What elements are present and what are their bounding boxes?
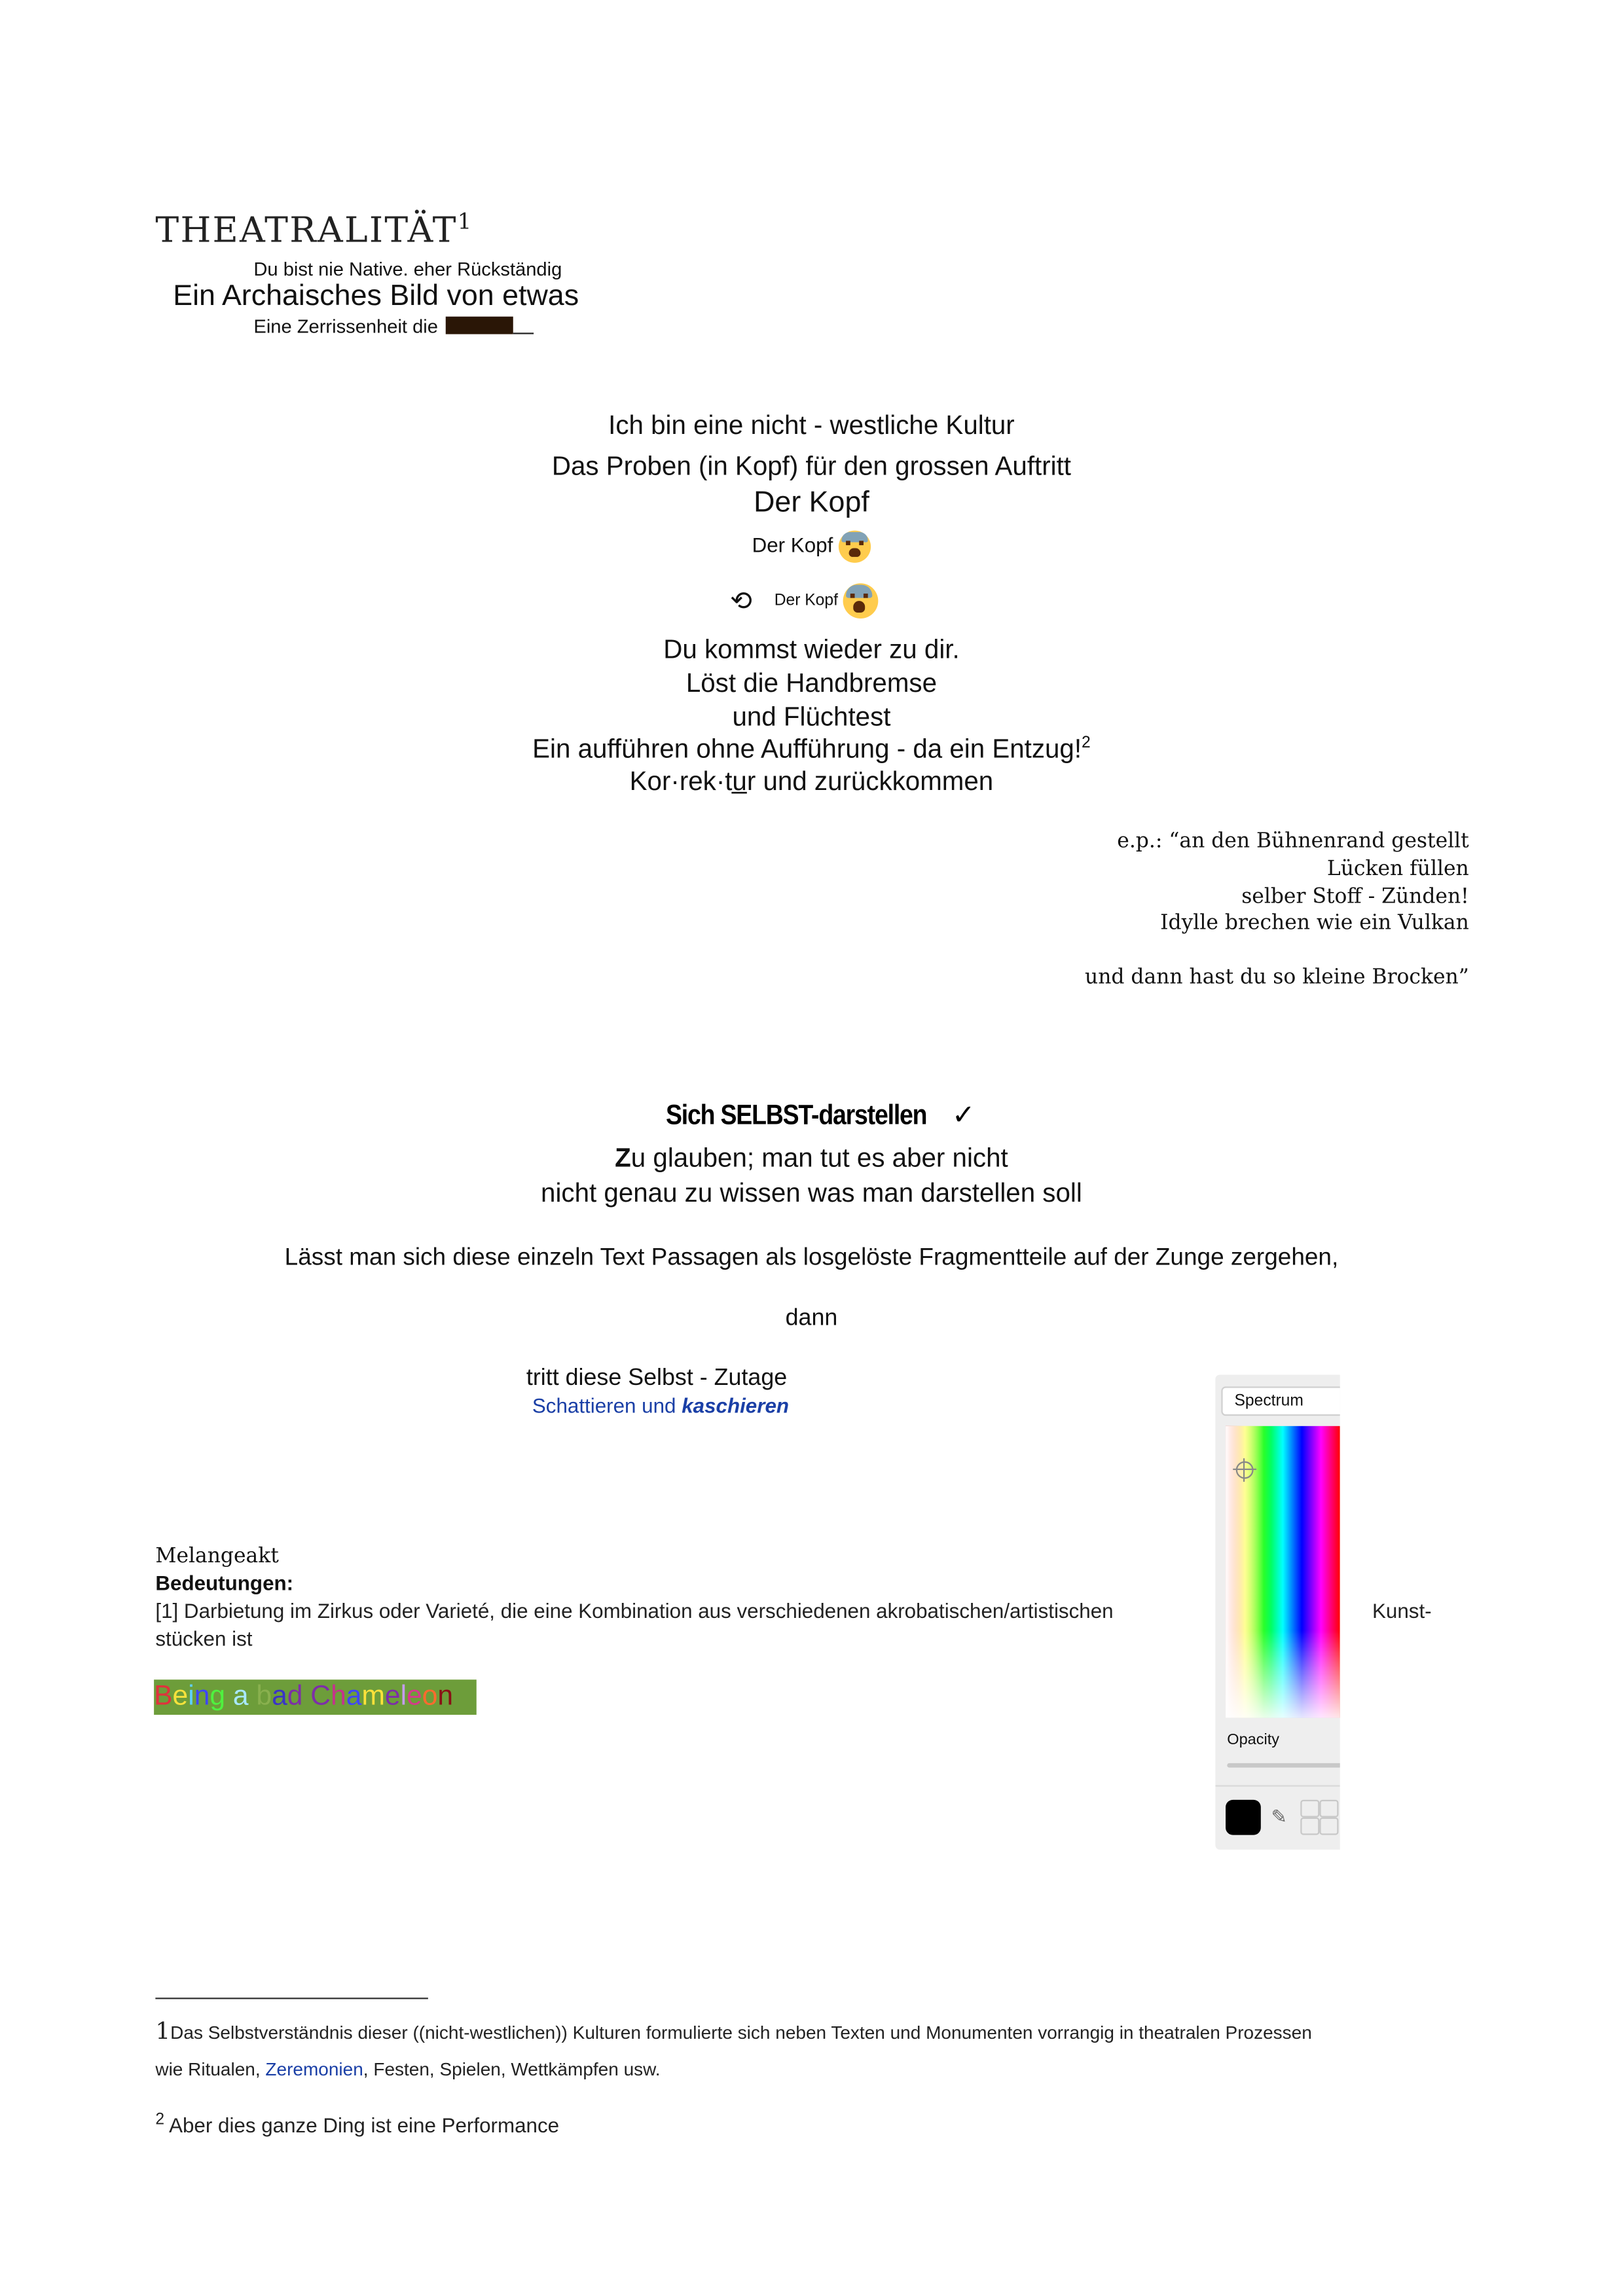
footnote-ref-2[interactable]: 2 [1082, 734, 1091, 752]
header-line-1: Du bist nie Native. eher Rückständig [253, 258, 562, 280]
section-line-6-text: Schattieren und [532, 1393, 682, 1418]
chameleon-letter: e [172, 1681, 189, 1712]
section-line-2: nicht genau zu wissen was man darstellen soll [541, 1178, 1082, 1208]
page-title-text: THEATRALITÄT [155, 209, 458, 251]
center-line-5-text: Der Kopf [774, 592, 838, 610]
spectrum-crosshair-icon[interactable] [1236, 1462, 1254, 1479]
footnote-1-text: Das Selbstverständnis dieser ((nicht-westlichen)) Kulturen formulierte sich neben Texten und Monumenten vorrangig in theatralen Prozessen [170, 2022, 1312, 2043]
footnote-1-mark: 1 [155, 2017, 171, 2045]
chameleon-letter: e [384, 1681, 401, 1712]
chameleon-letter: a [272, 1681, 287, 1712]
undo-arrow-icon: ⟲ [730, 585, 752, 615]
anxious-face-icon [839, 531, 871, 563]
section-line-6-emphasis: kaschieren [682, 1393, 790, 1418]
chameleon-letter: d [287, 1681, 303, 1712]
section-line-1-text: u glauben; man tut es aber nicht [630, 1143, 1008, 1173]
eyedropper-icon[interactable]: ✎ [1271, 1805, 1287, 1828]
chameleon-letter: m [361, 1681, 385, 1712]
chameleon-letter: l [400, 1681, 407, 1712]
center-line-10: Kor·rek·tu̲r und zurückkommen [629, 766, 994, 796]
center-line-6: Du kommst wieder zu dir. [663, 634, 960, 664]
picker-mode-select[interactable] [1221, 1386, 1340, 1416]
center-line-2: Das Proben (in Kopf) für den grossen Auftritt [551, 451, 1072, 481]
definition-word: Melangeakt [155, 1545, 279, 1569]
redacted-block [447, 317, 514, 334]
definition-text-hyphen: Kunst- [1372, 1599, 1432, 1623]
center-line-9-text: Ein aufführen ohne Aufführung - da ein Entzug! [532, 734, 1082, 764]
picker-mode-label: Spectrum [1234, 1392, 1304, 1410]
center-line-7: Löst die Handbremse [685, 668, 938, 698]
quote-line-4: Idylle brechen wie ein Vulkan [1160, 911, 1469, 935]
section-heading [440, 1099, 1183, 1133]
opacity-slider[interactable] [1227, 1763, 1340, 1768]
color-picker-panel[interactable] [1215, 1374, 1340, 1850]
chameleon-letter: n [437, 1681, 454, 1712]
chameleon-letter: i [188, 1681, 194, 1712]
page-title [155, 209, 473, 251]
header-line-2: Ein Archaisches Bild von etwas [173, 279, 579, 312]
center-line-8: und Flüchtest [732, 702, 891, 732]
section-heading-text: Sich SELBST-darstellen [665, 1100, 926, 1132]
center-line-3: Der Kopf [754, 486, 869, 519]
chameleon-letter: a [232, 1681, 249, 1712]
chameleon-letter: e [407, 1681, 422, 1712]
definition-label: Bedeutungen: [155, 1571, 294, 1595]
screaming-face-icon [843, 583, 878, 619]
footnote-2-text: Aber dies ganze Ding ist eine Performance [169, 2113, 560, 2137]
footnote-1 [155, 2017, 1311, 2045]
footnote-1-cont-text: wie Ritualen, [155, 2059, 266, 2080]
center-line-4 [440, 531, 1183, 563]
center-line-1: Ich bin eine nicht - westliche Kultur [608, 410, 1015, 440]
footnote-ref-1[interactable]: 1 [457, 207, 473, 235]
center-line-4-text: Der Kopf [752, 533, 833, 557]
header-line-3 [253, 315, 534, 337]
chameleon-letter: o [422, 1681, 438, 1712]
opacity-label: Opacity [1227, 1731, 1280, 1749]
current-color-swatch[interactable] [1226, 1800, 1261, 1835]
section-line-3: Lässt man sich diese einzeln Text Passagen als losgelöste Fragmentteile auf der Zunge zergehen, [284, 1244, 1339, 1271]
section-line-4: dann [785, 1306, 838, 1331]
chameleon-letter: a [346, 1681, 362, 1712]
footnote-1-cont-tail: , Festen, Spielen, Wettkämpfen usw. [363, 2059, 661, 2080]
quote-line-5: und dann hast du so kleine Brocken” [1085, 965, 1469, 990]
header-line-3-text: Eine Zerrissenheit die [253, 315, 438, 338]
section-line-1 [440, 1143, 1183, 1174]
quote-line-1: e.p.: “an den Bühnenrand gestellt [1117, 829, 1469, 853]
swatch-grid-icon[interactable] [1300, 1800, 1340, 1835]
checkmark-icon: ✓ [951, 1100, 976, 1132]
chameleon-letter: b [256, 1681, 272, 1712]
quote-line-2: Lücken füllen [1326, 857, 1469, 881]
underline-blank [514, 317, 534, 334]
footnote-2-mark: 2 [155, 2111, 165, 2129]
section-line-5: tritt diese Selbst - Zutage [526, 1366, 788, 1391]
footnote-divider [155, 1998, 428, 1999]
quote-line-3: selber Stoff - Zünden! [1241, 885, 1469, 909]
color-spectrum[interactable] [1226, 1426, 1340, 1718]
definition-text-2: stücken ist [155, 1626, 253, 1651]
center-line-9 [440, 734, 1183, 765]
chameleon-letter: B [154, 1681, 173, 1712]
footnote-2 [155, 2113, 559, 2137]
center-line-5 [730, 583, 877, 619]
chameleon-letter: g [210, 1681, 226, 1712]
chameleon-letter: h [331, 1681, 346, 1712]
definition-text-1: [1] Darbietung im Zirkus oder Varieté, die eine Kombination aus verschiedenen akrobatischen/artistischen [155, 1599, 1114, 1623]
footnote-1-cont [155, 2059, 660, 2079]
chameleon-letter [249, 1679, 257, 1715]
chameleon-letter: C [310, 1681, 331, 1712]
section-line-6 [532, 1394, 789, 1418]
chameleon-letter: n [194, 1681, 210, 1712]
chameleon-letter [225, 1679, 233, 1715]
chameleon-text [154, 1679, 477, 1715]
zeremonien-link[interactable]: Zeremonien [265, 2059, 363, 2080]
section-line-1-initial: Z [615, 1143, 631, 1173]
chameleon-letter [302, 1679, 310, 1715]
